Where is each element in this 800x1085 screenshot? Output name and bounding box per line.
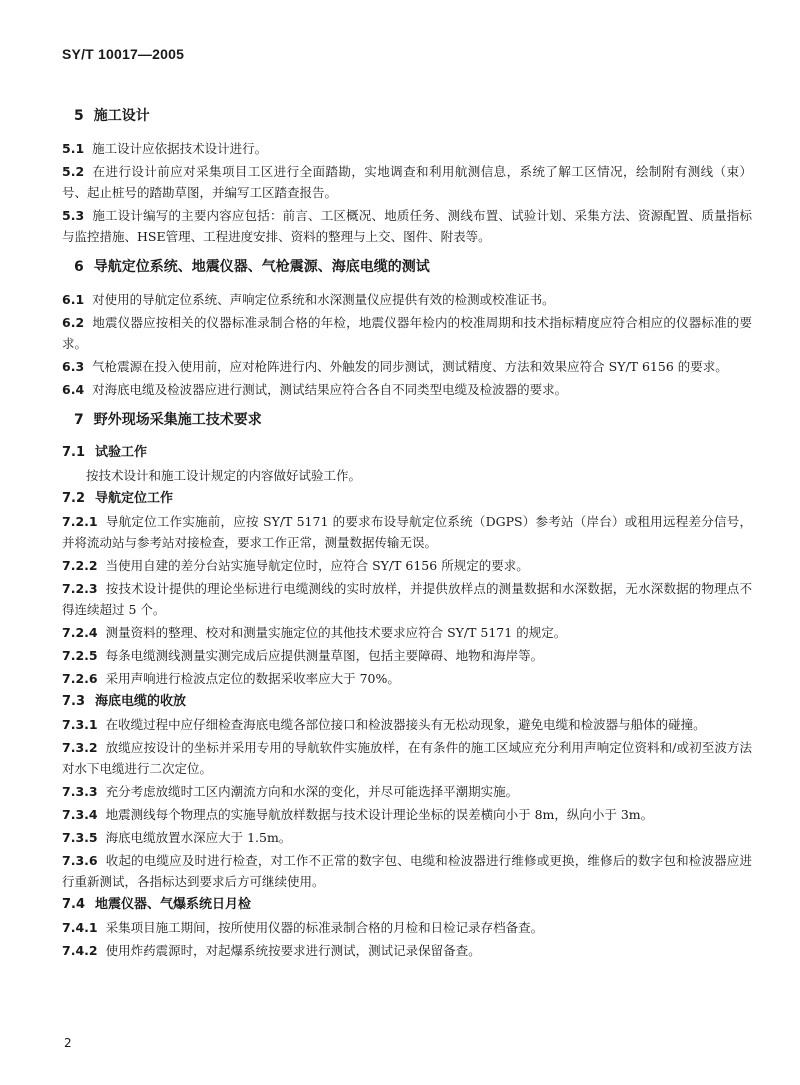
clause-number: 7.2.4 bbox=[62, 625, 98, 640]
section-heading bbox=[74, 106, 752, 126]
subsection-heading bbox=[62, 894, 752, 915]
clause bbox=[62, 804, 752, 825]
clause-text: 地震仪器、气爆系统日月检 bbox=[95, 897, 252, 912]
clause-number: 7.3.3 bbox=[62, 784, 98, 799]
clause-number: 7.1 bbox=[62, 445, 86, 460]
clause bbox=[62, 668, 752, 689]
page-number: 2 bbox=[64, 1036, 72, 1050]
paragraph bbox=[62, 465, 752, 486]
clause bbox=[62, 289, 752, 310]
clause bbox=[62, 205, 752, 247]
clause bbox=[62, 312, 752, 354]
clause bbox=[62, 781, 752, 802]
clause-number: 7.3 bbox=[62, 694, 86, 709]
clause-number: 5 bbox=[74, 108, 84, 124]
clause-text: 试验工作 bbox=[95, 445, 148, 460]
clause-number: 7.4.1 bbox=[62, 920, 98, 935]
clause-number: 7.3.2 bbox=[62, 740, 98, 755]
clause-text: 海底电缆的收放 bbox=[95, 694, 187, 709]
clause-number: 7.2.5 bbox=[62, 648, 98, 663]
clause-text: 施工设计应依据技术设计进行。 bbox=[92, 141, 268, 156]
clause-text: 放缆应按设计的坐标并采用专用的导航软件实施放样，在有条件的施工区域应充分利用声响定位资料和/或初至波方法对水下电缆进行二次定位。 bbox=[62, 740, 752, 776]
clause bbox=[62, 555, 752, 576]
clause-number: 7.2.2 bbox=[62, 558, 98, 573]
clause bbox=[62, 645, 752, 666]
clause-number: 5.3 bbox=[62, 208, 85, 223]
clause-number: 7.3.5 bbox=[62, 830, 98, 845]
clause-text: 对海底电缆及检波器应进行测试，测试结果应符合各自不同类型电缆及检波器的要求。 bbox=[92, 382, 568, 397]
standard-code-header: SY/T 10017—2005 bbox=[62, 46, 185, 62]
clause-text: 施工设计编写的主要内容应包括：前言、工区概况、地质任务、测线布置、试验计划、采集方法、资源配置、质量指标与监控措施、HSE管理、工程进度安排、资料的整理与上交、图件、附表等。 bbox=[62, 208, 752, 244]
clause bbox=[62, 511, 752, 553]
clause-text: 地震仪器应按相关的仪器标准录制合格的年检，地震仪器年检内的校准周期和技术指标精度应符合相应的仪器标准的要求。 bbox=[62, 315, 752, 351]
clause bbox=[62, 917, 752, 938]
clause-text: 野外现场采集施工技术要求 bbox=[93, 412, 262, 428]
clause-number: 6.1 bbox=[62, 292, 85, 307]
clause bbox=[62, 138, 752, 159]
section-heading bbox=[74, 410, 752, 430]
clause-text: 每条电缆测线测量实测完成后应提供测量草图，包括主要障碍、地物和海岸等。 bbox=[105, 648, 544, 663]
clause bbox=[62, 356, 752, 377]
subsection-heading bbox=[62, 691, 752, 712]
clause bbox=[62, 850, 752, 892]
clause-number: 7 bbox=[74, 412, 84, 428]
clause-number: 7.2.1 bbox=[62, 514, 98, 529]
subsection-heading bbox=[62, 442, 752, 463]
clause-text: 采集项目施工期间，按所使用仪器的标准录制合格的月检和日检记录存档备查。 bbox=[105, 920, 544, 935]
clause-number: 7.2 bbox=[62, 491, 86, 506]
clause-text: 施工设计 bbox=[93, 108, 150, 124]
clause-number: 7.2.3 bbox=[62, 581, 98, 596]
clause bbox=[62, 940, 752, 961]
clause-text: 充分考虑放缆时工区内潮流方向和水深的变化，并尽可能选择平潮期实施。 bbox=[105, 784, 519, 799]
clause-number: 7.3.4 bbox=[62, 807, 98, 822]
clause bbox=[62, 714, 752, 735]
clause-text: 导航定位工作 bbox=[95, 491, 174, 506]
clause bbox=[62, 379, 752, 400]
clause-number: 7.4 bbox=[62, 897, 86, 912]
clause-number: 6 bbox=[74, 259, 84, 275]
clause-text: 气枪震源在投入使用前，应对枪阵进行内、外触发的同步测试，测试精度、方法和效果应符合 SY/T 6156 的要求。 bbox=[92, 359, 728, 374]
clause bbox=[62, 161, 752, 203]
clause-text: 收起的电缆应及时进行检查，对工作不正常的数字包、电缆和检波器进行维修或更换，维修后的数字包和检波器应进行重新测试，各指标达到要求后方可继续使用。 bbox=[62, 853, 752, 889]
clause bbox=[62, 622, 752, 643]
clause-text: 海底电缆放置水深应大于 1.5m。 bbox=[105, 830, 292, 845]
clause-text: 地震测线每个物理点的实施导航放样数据与技术设计理论坐标的误差横向小于 8m，纵向小于 3m。 bbox=[105, 807, 654, 822]
clause-text: 按技术设计提供的理论坐标进行电缆测线的实时放样，并提供放样点的测量数据和水深数据，无水深数据的物理点不得连续超过 5 个。 bbox=[62, 581, 752, 617]
clause-number: 7.3.1 bbox=[62, 717, 98, 732]
document-body bbox=[62, 96, 752, 963]
clause-number: 6.2 bbox=[62, 315, 85, 330]
clause-number: 7.2.6 bbox=[62, 671, 98, 686]
clause-text: 导航定位系统、地震仪器、气枪震源、海底电缆的测试 bbox=[93, 259, 430, 275]
clause-number: 5.2 bbox=[62, 164, 85, 179]
clause-number: 7.3.6 bbox=[62, 853, 98, 868]
clause-number: 6.3 bbox=[62, 359, 85, 374]
clause-number: 7.4.2 bbox=[62, 943, 98, 958]
clause-text: 按技术设计和施工设计规定的内容做好试验工作。 bbox=[86, 468, 362, 483]
clause-text: 在收缆过程中应仔细检查海底电缆各部位接口和检波器接头有无松动现象，避免电缆和检波器与船体的碰撞。 bbox=[105, 717, 706, 732]
clause-text: 使用炸药震源时，对起爆系统按要求进行测试，测试记录保留备查。 bbox=[105, 943, 481, 958]
subsection-heading bbox=[62, 488, 752, 509]
clause-number: 6.4 bbox=[62, 382, 85, 397]
clause bbox=[62, 827, 752, 848]
clause bbox=[62, 578, 752, 620]
clause-text: 导航定位工作实施前，应按 SY/T 5171 的要求布设导航定位系统（DGPS）参考站（岸台）或租用远程差分信号，并将流动站与参考站对接检查，要求工作正常，测量数据传输无误。 bbox=[62, 514, 752, 550]
clause-text: 当使用自建的差分台站实施导航定位时，应符合 SY/T 6156 所规定的要求。 bbox=[105, 558, 529, 573]
clause-text: 对使用的导航定位系统、声响定位系统和水深测量仪应提供有效的检测或校准证书。 bbox=[92, 292, 555, 307]
clause-text: 测量资料的整理、校对和测量实施定位的其他技术要求应符合 SY/T 5171 的规定。 bbox=[105, 625, 567, 640]
section-heading bbox=[74, 257, 752, 277]
clause-text: 采用声响进行检波点定位的数据采收率应大于 70%。 bbox=[105, 671, 400, 686]
clause-number: 5.1 bbox=[62, 141, 85, 156]
clause bbox=[62, 737, 752, 779]
clause-text: 在进行设计前应对采集项目工区进行全面踏勘，实地调查和利用航测信息，系统了解工区情况，绘制附有测线（束）号、起止桩号的踏勘草图，并编写工区踏查报告。 bbox=[62, 164, 752, 200]
